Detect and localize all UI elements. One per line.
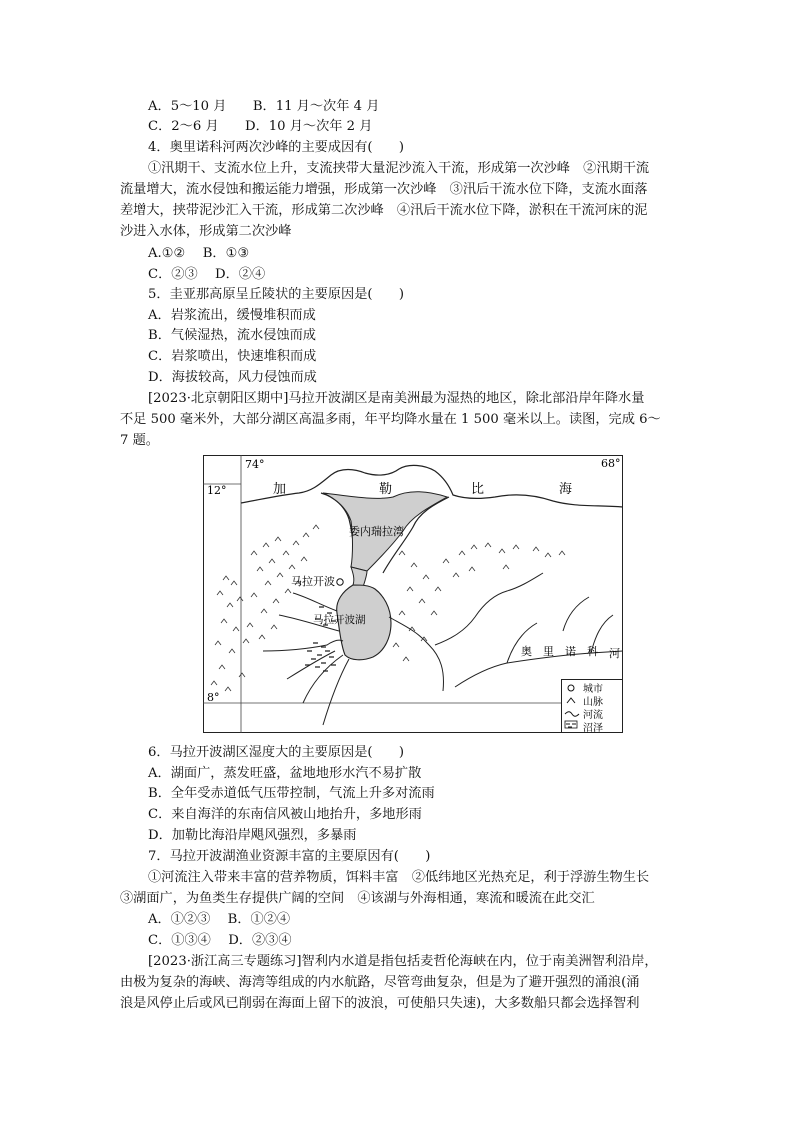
river-char: 奥 [521,645,532,658]
lat-label-12: 12° [207,484,227,497]
legend-label: 城市 [583,684,603,695]
maracaibo-map [203,455,623,733]
q6-option: A．湖面广，蒸发旺盛，盆地地形水汽不易扩散 [148,766,422,781]
legend-label: 山脉 [583,697,603,708]
q7-text-line: ①河流注入带来丰富的营养物质，饵料丰富 ②低纬地区光热充足，利于浮游生物生长 [148,870,650,885]
lat-label-8: 8° [207,691,220,704]
legend-label: 沼泽 [583,723,603,733]
q4-option-row: A.①② B．①③ [148,246,250,261]
q5-stem: 5．圭亚那高原呈丘陵状的主要原因是( ) [148,287,405,302]
intro-text-line: [2023·北京朝阳区期中]马拉开波湖区是南美洲最为湿热的地区，除北部沿岸年降水量 [148,391,645,406]
q7-option-row: A．①②③ B．①②④ [148,912,291,927]
q6-option: D．加勒比海沿岸飓风强烈，多暴雨 [148,828,357,843]
q5-option: C．岩浆喷出，快速堆积而成 [148,349,317,364]
intro-text-line: 7 题。 [120,433,159,448]
sea-char: 勒 [379,482,393,497]
intro-text-line: 由极为复杂的海峡、海湾等组成的内水航路，尽管弯曲复杂，但是为了避开强烈的涌浪(涌 [120,975,640,990]
legend-label: 河流 [583,710,603,721]
gulf-label: 委内瑞拉湾 [349,525,404,538]
river-char: 里 [543,645,554,658]
q4-text-line: 差增大，挟带泥沙汇入干流，形成第二次沙峰 ④汛后干流水位下降，淤积在干流河床的泥 [120,203,648,218]
q4-text-line: 沙进入水体，形成第二次沙峰 [120,224,292,239]
q7-stem: 7．马拉开波湖渔业资源丰富的主要原因有( ) [148,849,431,864]
q7-option-row: C．①③④ D．②③④ [148,933,292,948]
q3-option-row: C．2～6 月 D．10 月～次年 2 月 [148,119,373,134]
q4-option-row: C．②③ D．②④ [148,267,266,282]
q6-option: B．全年受赤道低气压带控制，气流上升多对流雨 [148,786,435,801]
intro-text-line: [2023·浙江高三专题练习]智利内水道是指包括麦哲伦海峡在内，位于南美洲智利沿岸， [148,954,658,969]
q4-stem: 4．奥里诺科河两次沙峰的主要成因有( ) [148,140,405,155]
city-marker [337,579,343,585]
q4-text-line: ①汛期干、支流水位上升，支流挟带大量泥沙流入干流，形成第一次沙峰 ②汛期干流 [148,161,650,176]
q5-option: B．气候湿热，流水侵蚀而成 [148,328,316,343]
intro-text-line: 不足 500 毫米外，大部分湖区高温多雨，年平均降水量在 1 500 毫米以上。读图，完成 6～ [120,412,661,427]
q6-stem: 6．马拉开波湖区湿度大的主要原因是( ) [148,745,405,760]
sea-char: 海 [559,482,573,497]
q3-option-row: A．5～10 月 B．11 月～次年 4 月 [148,99,380,114]
lon-label-68: 68° [601,457,621,470]
sea-char: 加 [273,482,287,497]
city-label: 马拉开波 [291,575,335,588]
q6-option: C．来自海洋的东南信风被山地抬升，多地形雨 [148,807,422,822]
river-char: 诺 [565,645,576,658]
sea-char: 比 [471,482,485,497]
q5-option: D．海拔较高，风力侵蚀而成 [148,370,317,385]
q7-text-line: ③湖面广，为鱼类生存提供广阔的空间 ④该湖与外海相通，寒流和暖流在此交汇 [120,891,595,906]
lake-label: 马拉开波湖 [313,614,366,626]
river-char: 科 [587,645,598,658]
q4-text-line: 流量增大，流水侵蚀和搬运能力增强，形成第一次沙峰 ③汛后干流水位下降，支流水面落 [120,182,648,197]
intro-text-line: 浪是风停止后或风已削弱在海面上留下的波浪，可使船只失速)，大多数船只都会选择智利 [120,996,640,1011]
river-char: 河 [609,647,620,660]
legend-city-icon [568,685,574,691]
q5-option: A．岩浆流出，缓慢堆积而成 [148,308,316,323]
lon-label-74: 74° [245,458,265,471]
